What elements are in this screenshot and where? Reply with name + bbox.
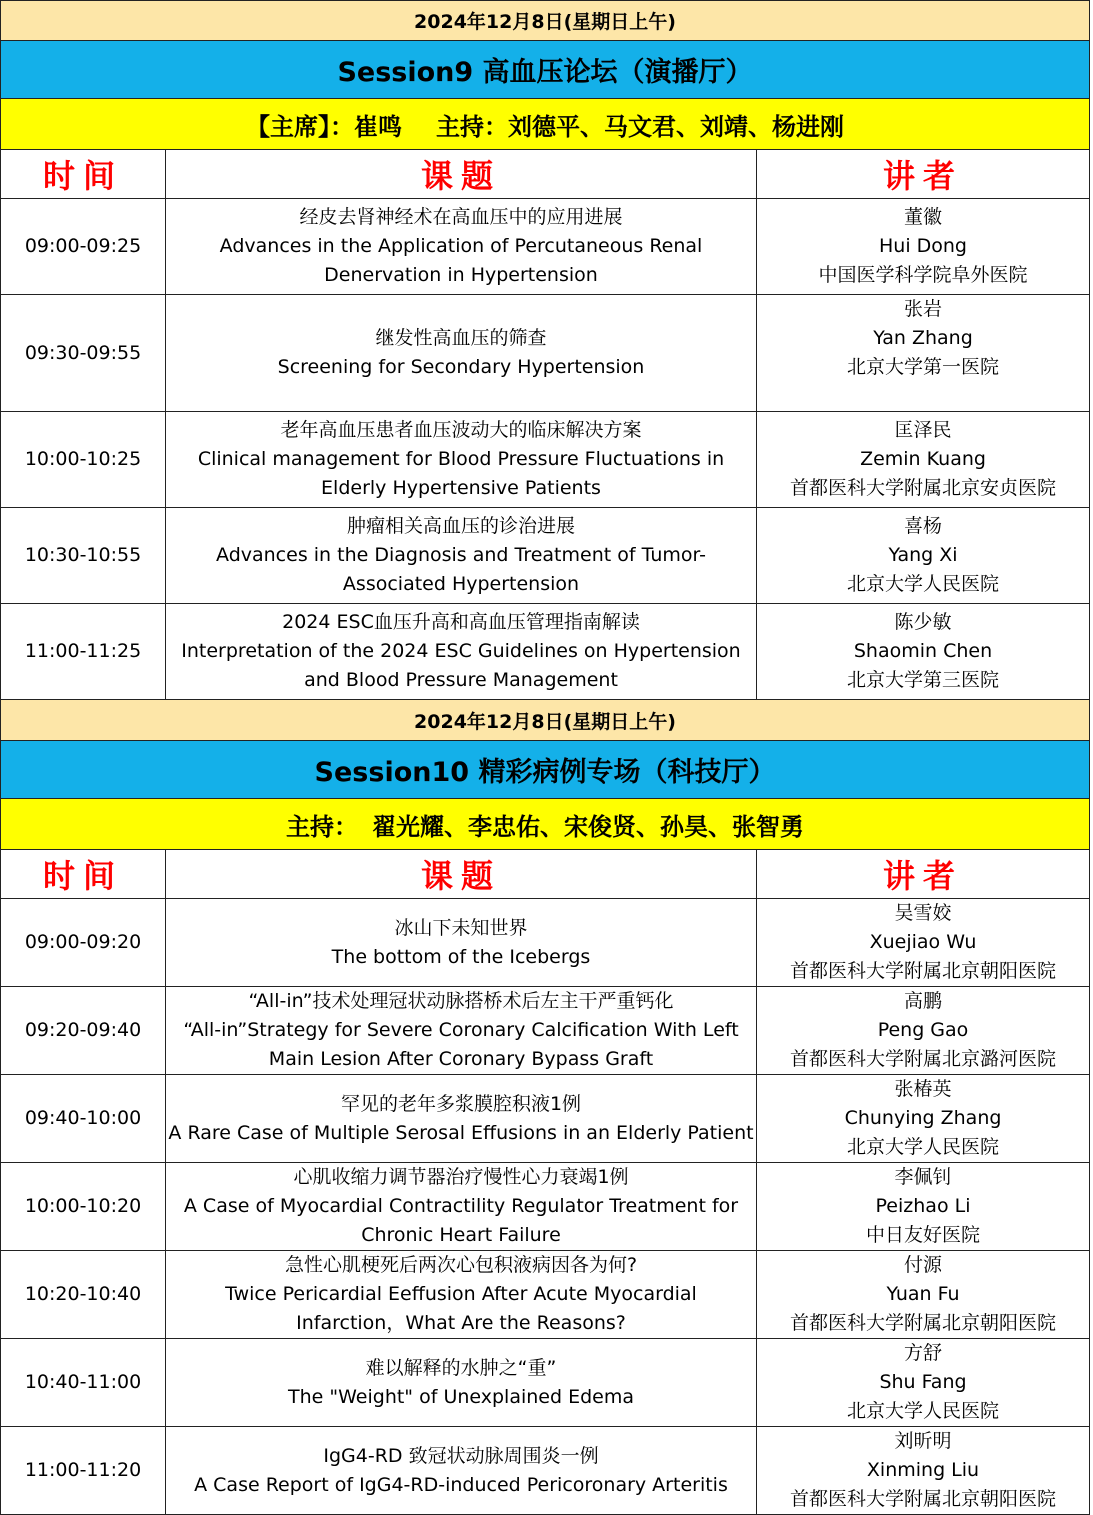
topic-cn: 继发性高血压的筛查 [375,327,547,349]
talk-time: 09:40-10:00 [1,1075,166,1163]
talk-topic [166,508,757,604]
talk-row [1,1075,1090,1163]
topic-cn: 急性心肌梗死后两次心包积液病因各为何? [284,1254,638,1276]
talk-topic [166,899,757,987]
speaker-cn: 吴雪姣 [894,902,952,924]
speaker-affiliation: 北京大学人民医院 [846,1136,999,1158]
talk-row [1,412,1090,508]
header-speaker: 讲者 [757,150,1090,199]
speaker-affiliation: 北京大学人民医院 [846,573,999,595]
speaker-cn: 李佩钊 [894,1166,952,1188]
speaker-en: Yan Zhang [873,327,973,349]
speaker-cn: 张岩 [903,298,942,320]
talk-time: 11:00-11:25 [1,604,166,700]
talk-topic [166,295,757,412]
topic-en: A Case Report of IgG4-RD-induced Pericoronary Arteritis [194,1473,728,1496]
session10-host-row [1,799,1090,850]
talk-time: 09:00-09:25 [1,199,166,295]
session10-title-row [1,741,1090,799]
topic-en: Elderly Hypertensive Patients [321,477,601,499]
talk-row [1,508,1090,604]
header-time: 时间 [1,850,166,899]
speaker-en: Peng Gao [877,1019,969,1041]
talk-time: 09:20-09:40 [1,987,166,1075]
speaker-affiliation: 首都医科大学附属北京潞河医院 [789,1048,1056,1070]
topic-en: Advances in the Application of Percutaneous Renal [219,235,703,257]
speaker-en: Zemin Kuang [860,448,986,470]
talk-topic [166,199,757,295]
talk-topic [166,1427,757,1515]
talk-time: 10:30-10:55 [1,508,166,604]
speaker-cn: 董徽 [903,206,942,228]
topic-en: and Blood Pressure Management [304,669,618,691]
header-speaker: 讲者 [757,850,1090,899]
session-chairs [1,99,1090,150]
header-topic: 课题 [166,150,757,199]
speaker-en: Hui Dong [878,235,967,257]
session10-header-row [1,850,1090,899]
topic-cn: 肿瘤相关高血压的诊治进展 [346,515,575,537]
talk-speaker [757,1075,1090,1163]
session9-chair-row [1,99,1090,150]
session-date: 2024年12月8日(星期日上午) [1,700,1090,741]
talk-row [1,1339,1090,1427]
topic-en: Advances in the Diagnosis and Treatment of Tumor- [216,544,706,566]
speaker-affiliation: 首都医科大学附属北京朝阳医院 [789,960,1056,982]
topic-en: A Case of Myocardial Contractility Regulator Treatment for [183,1195,739,1217]
header-topic: 课题 [166,850,757,899]
speaker-affiliation: 中国医学科学院阜外医院 [818,264,1028,286]
topic-cn: 冰山下未知世界 [394,916,528,939]
speaker-en: Chunying Zhang [844,1107,1002,1129]
session-date: 2024年12月8日(星期日上午) [1,1,1090,41]
speaker-cn: 张椿英 [894,1078,952,1100]
host-label: 主持： [286,812,358,841]
speaker-affiliation: 首都医科大学附属北京朝阳医院 [789,1488,1056,1510]
speaker-cn: 匡泽民 [894,419,952,441]
topic-en: Associated Hypertension [342,573,580,595]
topic-en: Main Lesion After Coronary Bypass Graft [268,1048,654,1070]
speaker-cn: 刘昕明 [894,1430,952,1452]
speaker-affiliation: 北京大学人民医院 [846,1400,999,1422]
topic-cn: 2024 ESC血压升高和高血压管理指南解读 [282,611,640,633]
session9-title-row [1,41,1090,99]
talk-speaker [757,1427,1090,1515]
speaker-cn: 喜杨 [903,515,942,537]
talk-row [1,1427,1090,1515]
talk-speaker [757,508,1090,604]
topic-en: The "Weight" of Unexplained Edema [288,1385,634,1408]
topic-cn: 经皮去肾神经术在高血压中的应用进展 [299,206,623,228]
talk-row [1,1251,1090,1339]
session10-date-row [1,700,1090,741]
talk-topic [166,987,757,1075]
talk-time: 09:30-09:55 [1,295,166,412]
talk-row [1,295,1090,412]
talk-speaker [757,899,1090,987]
talk-speaker [757,1251,1090,1339]
topic-cn: 老年高血压患者血压波动大的临床解决方案 [280,419,642,441]
talk-topic [166,1163,757,1251]
talk-topic [166,1339,757,1427]
speaker-cn: 高鹏 [903,990,942,1012]
topic-cn: 难以解释的水肿之“重” [365,1356,557,1379]
topic-en: Infarction，What Are the Reasons? [296,1312,626,1334]
talk-topic [166,604,757,700]
speaker-affiliation: 首都医科大学附属北京安贞医院 [789,477,1056,499]
speaker-affiliation: 首都医科大学附属北京朝阳医院 [789,1312,1056,1334]
speaker-affiliation: 中日友好医院 [865,1224,980,1246]
session-hosts [1,799,1090,850]
topic-cn: 罕见的老年多浆膜腔积液1例 [340,1092,582,1115]
speaker-en: Shu Fang [879,1371,967,1393]
session9-date-row [1,1,1090,41]
chair-name: 崔鸣 [354,112,402,141]
speaker-cn: 陈少敏 [894,611,952,633]
talk-row [1,987,1090,1075]
topic-en: Chronic Heart Failure [361,1224,561,1246]
speaker-cn: 付源 [903,1254,942,1276]
speaker-en: Xinming Liu [866,1459,980,1481]
topic-en: Denervation in Hypertension [324,264,598,286]
talk-time: 09:00-09:20 [1,899,166,987]
topic-en: Twice Pericardial Eeffusion After Acute Myocardial [225,1283,697,1305]
session9-header-row [1,150,1090,199]
talk-row [1,604,1090,700]
topic-en: A Rare Case of Multiple Serosal Effusions in an Elderly Patient [168,1121,754,1144]
talk-speaker [757,295,1090,412]
topic-en: Interpretation of the 2024 ESC Guidelines on Hypertension [181,640,741,662]
speaker-affiliation: 北京大学第一医院 [846,356,999,378]
talk-time: 10:20-10:40 [1,1251,166,1339]
talk-time: 10:40-11:00 [1,1339,166,1427]
session-title: Session10 精彩病例专场（科技厅） [1,741,1090,799]
talk-speaker [757,1339,1090,1427]
host-names: 刘德平、马文君、刘靖、杨进刚 [508,112,844,141]
topic-cn: 心肌收缩力调节器治疗慢性心力衰竭1例 [293,1166,629,1188]
talk-row [1,1163,1090,1251]
talk-time: 10:00-10:25 [1,412,166,508]
header-time: 时间 [1,150,166,199]
talk-topic [166,1251,757,1339]
topic-en: “All-in”Strategy for Severe Coronary Calcification With Left [183,1019,739,1041]
speaker-en: Yuan Fu [886,1283,960,1305]
talk-speaker [757,199,1090,295]
talk-row [1,899,1090,987]
topic-en: Screening for Secondary Hypertension [277,356,645,378]
speaker-en: Peizhao Li [875,1195,971,1217]
talk-speaker [757,987,1090,1075]
session-title: Session9 高血压论坛（演播厅） [1,41,1090,99]
speaker-en: Shaomin Chen [853,640,993,662]
host-names: 翟光耀、李忠佑、宋俊贤、孙昊、张智勇 [372,812,804,841]
topic-cn: IgG4-RD 致冠状动脉周围炎一例 [323,1444,599,1467]
speaker-affiliation: 北京大学第三医院 [846,669,999,691]
topic-cn: “All-in”技术处理冠状动脉搭桥术后左主干严重钙化 [248,990,674,1012]
talk-row [1,199,1090,295]
talk-speaker [757,1163,1090,1251]
talk-topic [166,1075,757,1163]
speaker-en: Yang Xi [888,544,958,566]
talk-time: 10:00-10:20 [1,1163,166,1251]
topic-en: Clinical management for Blood Pressure Fluctuations in [197,448,725,470]
talk-speaker [757,604,1090,700]
speaker-cn: 方舒 [903,1342,942,1364]
talk-speaker [757,412,1090,508]
topic-en: The bottom of the Icebergs [331,945,591,968]
talk-time: 11:00-11:20 [1,1427,166,1515]
chair-label: 【主席】： [246,112,354,141]
speaker-en: Xuejiao Wu [869,931,977,953]
talk-topic [166,412,757,508]
host-label: 主持： [436,112,508,141]
